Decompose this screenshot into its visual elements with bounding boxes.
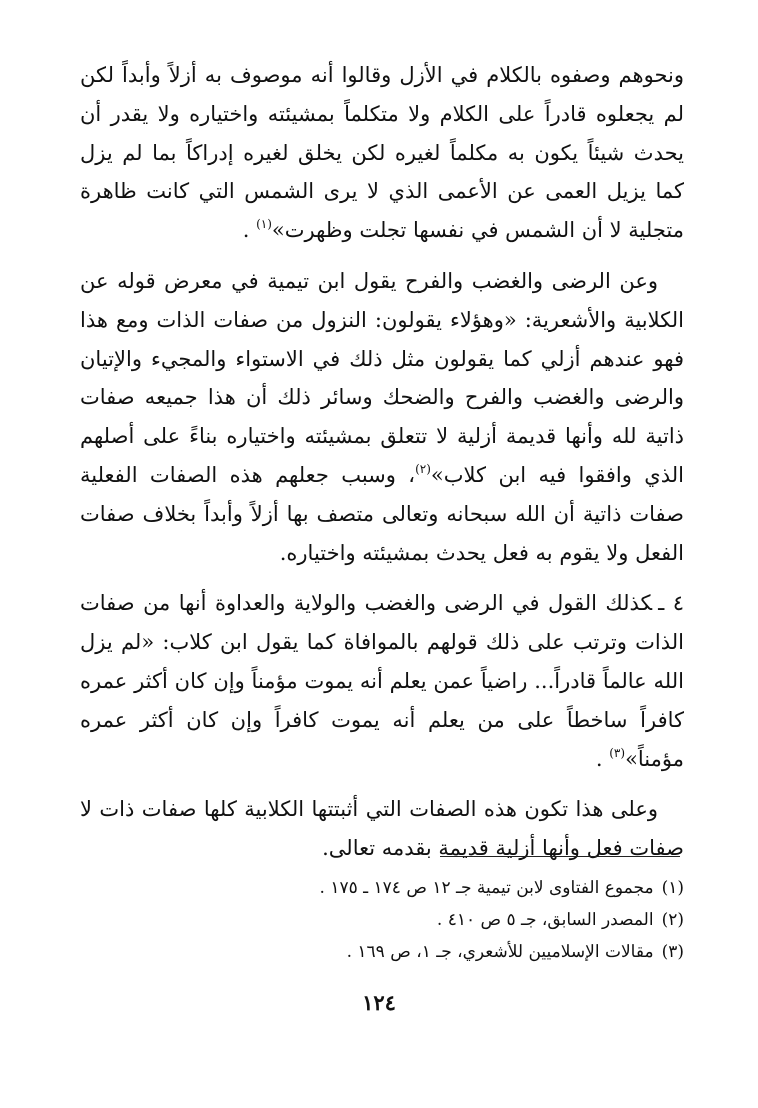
main-text [80, 56, 684, 868]
footnote-1-number: (١) [661, 878, 684, 898]
footnote-3-number: (٣) [661, 942, 684, 962]
numbered-item-tail: . [595, 746, 610, 771]
footnote-1 [200, 872, 684, 904]
numbered-item-text: كذلك القول في الرضى والغضب والولاية والعداوة أنها من صفات الذات وترتب على ذلك قولهم بالموافاة كما يقول ابن كلاب: «لم يزل الله عالماً قادراً... راضياً عمن يعلم أنه يموت مؤمناً وإن كان أكثر عمره كافراً ساخطاً على من يعلم أنه يموت كافراً وإن كان أكثر عمره مؤمناً» [80, 591, 684, 771]
footnote-ref-3: (٣) [609, 745, 626, 760]
page-number: ١٢٤ [362, 990, 396, 1015]
paragraph-2-tail: ، وسبب جعلهم هذه الصفات الفعلية صفات ذاتية أن الله سبحانه وتعالى متصف بها أزلاً وأبداً بخلاف صفات الفعل ولا يقوم به فعل يحدث بمشيئته واختياره. [80, 462, 684, 565]
numbered-item-4 [80, 584, 684, 778]
paragraph-1 [80, 56, 684, 250]
footnote-2-number: (٢) [661, 910, 684, 930]
item-number: ٤ ـ [658, 591, 685, 616]
footnote-ref-2: (٢) [415, 461, 431, 476]
footnote-ref-1: (١) [256, 217, 272, 232]
paragraph-4-text: وعلى هذا تكون هذه الصفات التي أثبتتها الكلابية كلها صفات ذات لا صفات فعل وأنها أزلية قديمة بقدمه تعالى. [80, 797, 684, 861]
paragraph-2 [80, 262, 684, 572]
paragraph-1-tail: . [242, 218, 257, 243]
paragraph-1-text: ونحوهم وصفوه بالكلام في الأزل وقالوا أنه موصوف به أزلاً وأبداً لكن لم يجعلوه قادراً على الكلام ولا متكلماً بمشيئته واختياره ولا يقدر أن يحدث شيئاً يكون به مكلماً لغيره لكن يخلق لغيره إدراكاً بما لم يزل كما يزيل العمى عن الأعمى الذي لا يرى الشمس التي كانت ظاهرة متجلية لا أن الشمس في نفسها تجلت وظهرت» [80, 63, 684, 243]
footnote-2 [200, 904, 684, 936]
footnote-1-text: مجموع الفتاوى لابن تيمية جـ ١٢ ص ١٧٤ ـ ١٧٥ . [319, 878, 654, 898]
footnote-separator [440, 856, 680, 857]
footnote-3-text: مقالات الإسلاميين للأشعري، جـ ١، ص ١٦٩ . [346, 942, 654, 962]
paragraph-2-text: وعن الرضى والغضب والفرح يقول ابن تيمية في معرض قوله عن الكلابية والأشعرية: «وهؤلاء يقولون: النزول من صفات الذات ومع هذا فهو عندهم أزلي كما يقولون مثل ذلك في الاستواء والمجيء والإتيان والرضى والغضب والفرح والضحك وسائر ذلك أن هذا جميعه صفات ذاتية لله وأنها قديمة أزلية لا تتعلق بمشيئته واختياره بناءً على أصلهم الذي وافقوا فيه ابن كلاب» [80, 268, 684, 487]
footnote-3 [200, 936, 684, 968]
footnotes [200, 872, 684, 968]
footnote-2-text: المصدر السابق، جـ ٥ ص ٤١٠ . [436, 910, 654, 930]
